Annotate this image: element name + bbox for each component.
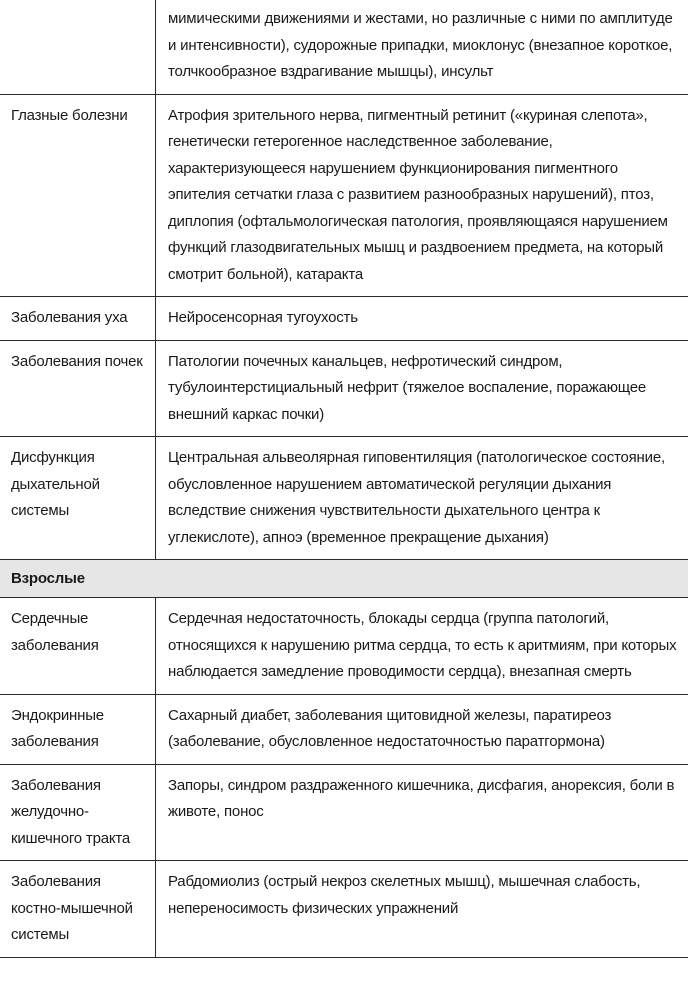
category-cell: Заболевания почек: [0, 340, 156, 437]
table-row: [0, 0, 688, 94]
description-cell: Запоры, синдром раздраженного кишечника, дисфагия, анорексия, боли в животе, понос: [156, 764, 688, 861]
description-cell: Сахарный диабет, заболевания щитовидной железы, паратиреоз (заболевание, обусловленное недостаточностью паратгормона): [156, 694, 688, 764]
table-row: [0, 297, 688, 341]
description-cell: Рабдомиолиз (острый некроз скелетных мышц), мышечная слабость, непереносимость физических упражнений: [156, 861, 688, 958]
table-row: [0, 764, 688, 861]
category-cell: [0, 0, 156, 94]
description-cell: Нейросенсорная тугоухость: [156, 297, 688, 341]
description-cell: Центральная альвеолярная гиповентиляция (патологическое состояние, обусловленное нарушением автоматической регуляции дыхания вследствие снижения чувствительности дыхательного центра к углекислоте), апноэ (временное прекращение дыхания): [156, 437, 688, 560]
category-cell: Заболевания уха: [0, 297, 156, 341]
description-cell: Атрофия зрительного нерва, пигментный ретинит («куриная слепота», генетически гетерогенное наследственное заболевание, характеризующееся нарушением функционирования пигментного эпителия сетчатки глаза с развитием разнообразных нарушений), птоз, диплопия (офтальмологическая патология, проявляющаяся нарушением функций глазодвигательных мышц и раздвоением предмета, на который смотрит больной), катаракта: [156, 94, 688, 297]
description-cell: Сердечная недостаточность, блокады сердца (группа патологий, относящихся к нарушению ритма сердца, то есть к аритмиям, при которых наблюдается замедление проводимости сердца), внезапная смерть: [156, 598, 688, 695]
table-row: [0, 694, 688, 764]
table-row: [0, 94, 688, 297]
category-cell: Заболевания костно-мышечной системы: [0, 861, 156, 958]
table-row: [0, 340, 688, 437]
description-cell: Патологии почечных канальцев, нефротический синдром, тубулоинтерстициальный нефрит (тяжелое воспаление, поражающее внешний каркас почки): [156, 340, 688, 437]
category-cell: Эндокринные заболевания: [0, 694, 156, 764]
table-row: [0, 598, 688, 695]
section-header-adults: [0, 560, 688, 598]
description-cell: мимическими движениями и жестами, но различные с ними по амплитуде и интенсивности), судорожные припадки, миоклонус (внезапное короткое, толчкообразное вздрагивание мышцы), инсульт: [156, 0, 688, 94]
category-cell: Заболевания желудочно-кишечного тракта: [0, 764, 156, 861]
category-cell: Сердечные заболевания: [0, 598, 156, 695]
category-cell: Глазные болезни: [0, 94, 156, 297]
category-cell: Дисфункция дыхательной системы: [0, 437, 156, 560]
table-row: [0, 861, 688, 958]
section-title: Взрослые: [0, 560, 688, 598]
table-row: [0, 437, 688, 560]
